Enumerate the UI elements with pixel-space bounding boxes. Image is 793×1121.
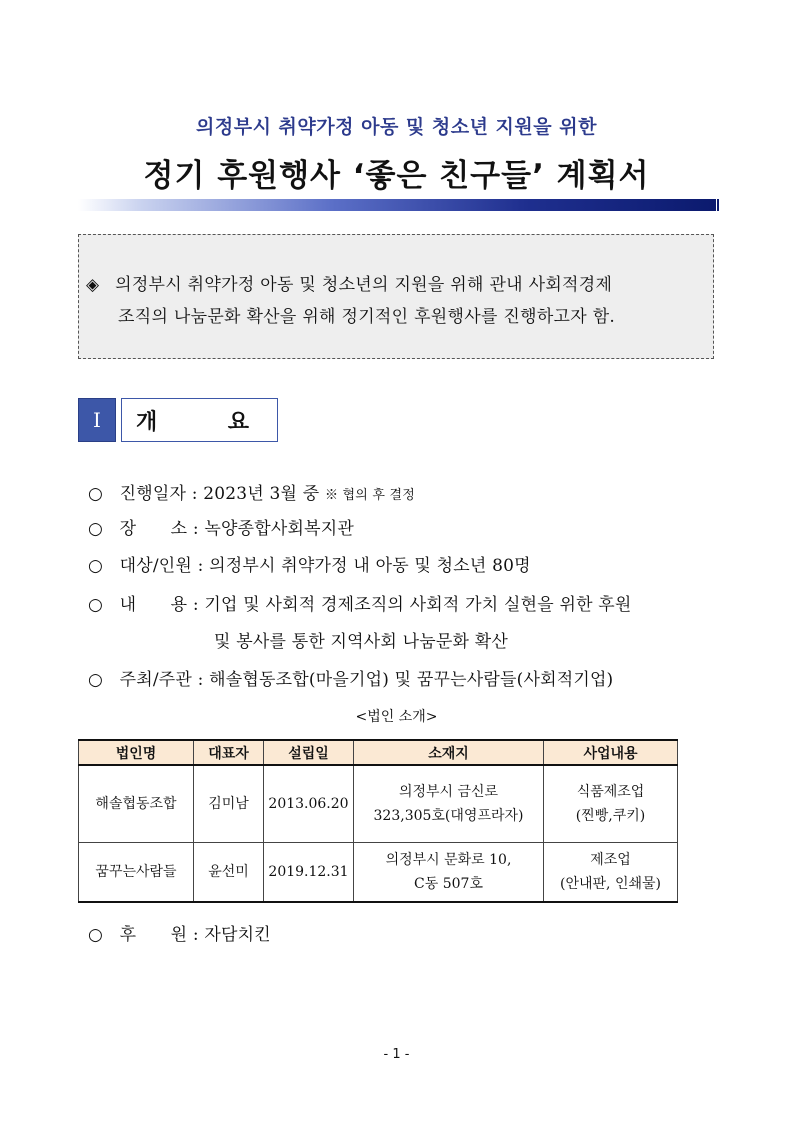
business-line-1: 식품제조업 — [576, 784, 645, 800]
section-title-char-1: 개 — [136, 409, 158, 435]
business-line-1: 제조업 — [590, 852, 631, 868]
document-title: 정기 후원행사 ‘좋은 친구들’ 계획서 — [143, 158, 650, 194]
target-value: 의정부시 취약가정 내 아동 및 청소년 80명 — [209, 556, 531, 576]
host-value: 해솔협동조합(마을기업) 및 꿈꾸는사람들(사회적기업) — [209, 670, 614, 690]
summary-line-2: 조직의 나눔문화 확산을 위해 정기적인 후원행사를 진행하고자 함. — [118, 307, 616, 327]
circle-bullet-icon: ○ — [88, 519, 104, 539]
address-line-1: 의정부시 금신로 — [398, 784, 499, 800]
table-header-row — [79, 740, 678, 765]
cell-name: 꿈꾸는사람들 — [79, 843, 194, 903]
item-date — [88, 479, 415, 504]
date-label: 진행일자 : — [119, 484, 198, 504]
target-label: 대상/인원 : — [119, 556, 204, 576]
sponsor-value: 자담치킨 — [204, 925, 271, 945]
header-name: 법인명 — [79, 740, 194, 765]
place-label: 장 소 : — [119, 519, 199, 539]
date-note: ※ 협의 후 결정 — [325, 488, 416, 503]
table-row — [79, 843, 678, 903]
circle-bullet-icon: ○ — [88, 595, 104, 615]
content-line-2: 및 봉사를 통한 지역사회 나눔문화 확산 — [214, 632, 508, 652]
cell-business — [544, 765, 678, 843]
summary-text-1: 의정부시 취약가정 아동 및 청소년의 지원을 위해 관내 사회적경제 — [115, 275, 613, 295]
date-value: 2023년 3월 중 — [203, 484, 320, 504]
table-row — [79, 765, 678, 843]
cell-business — [544, 843, 678, 903]
circle-bullet-icon: ○ — [88, 925, 104, 945]
page-number: - 1 - — [383, 1047, 410, 1062]
circle-bullet-icon: ○ — [88, 556, 104, 576]
sponsor-label: 후 원 : — [119, 925, 199, 945]
business-line-2: (안내판, 인쇄물) — [560, 876, 661, 892]
address-line-1: 의정부시 문화로 10, — [385, 852, 512, 868]
item-target — [88, 551, 531, 576]
content-line-1: 기업 및 사회적 경제조직의 사회적 가치 실현을 위한 후원 — [204, 595, 632, 615]
cell-founded: 2013.06.20 — [264, 765, 354, 843]
document-subtitle: 의정부시 취약가정 아동 및 청소년 지원을 위한 — [196, 116, 597, 138]
corporation-table — [78, 739, 678, 903]
header-business: 사업내용 — [544, 740, 678, 765]
cell-ceo: 김미남 — [194, 765, 264, 843]
section-title-char-2: 요 — [227, 409, 249, 435]
cell-address — [354, 765, 544, 843]
address-line-2: C동 507호 — [414, 876, 483, 892]
header-address: 소재지 — [354, 740, 544, 765]
address-line-2: 323,305호(대영프라자) — [373, 808, 524, 824]
cell-ceo: 윤선미 — [194, 843, 264, 903]
host-label: 주최/주관 : — [119, 670, 204, 690]
circle-bullet-icon: ○ — [88, 484, 104, 504]
cell-name: 해솔협동조합 — [79, 765, 194, 843]
title-gradient-bar — [78, 199, 716, 211]
summary-line-1 — [86, 270, 612, 295]
header-founded: 설립일 — [264, 740, 354, 765]
diamond-bullet-icon: ◈ — [86, 275, 100, 295]
circle-bullet-icon: ○ — [88, 670, 104, 690]
business-line-2: (찐빵,쿠키) — [575, 808, 646, 824]
summary-box — [78, 234, 714, 359]
section-number: I — [78, 398, 116, 442]
content-label: 내 용 : — [119, 595, 199, 615]
cell-address — [354, 843, 544, 903]
header-ceo: 대표자 — [194, 740, 264, 765]
cell-founded: 2019.12.31 — [264, 843, 354, 903]
item-place — [88, 514, 354, 539]
table-caption: <법인 소개> — [355, 709, 438, 725]
item-sponsor — [88, 920, 271, 945]
item-content — [88, 590, 632, 615]
place-value: 녹양종합사회복지관 — [204, 519, 355, 539]
section-title — [121, 398, 278, 442]
item-host — [88, 665, 613, 690]
